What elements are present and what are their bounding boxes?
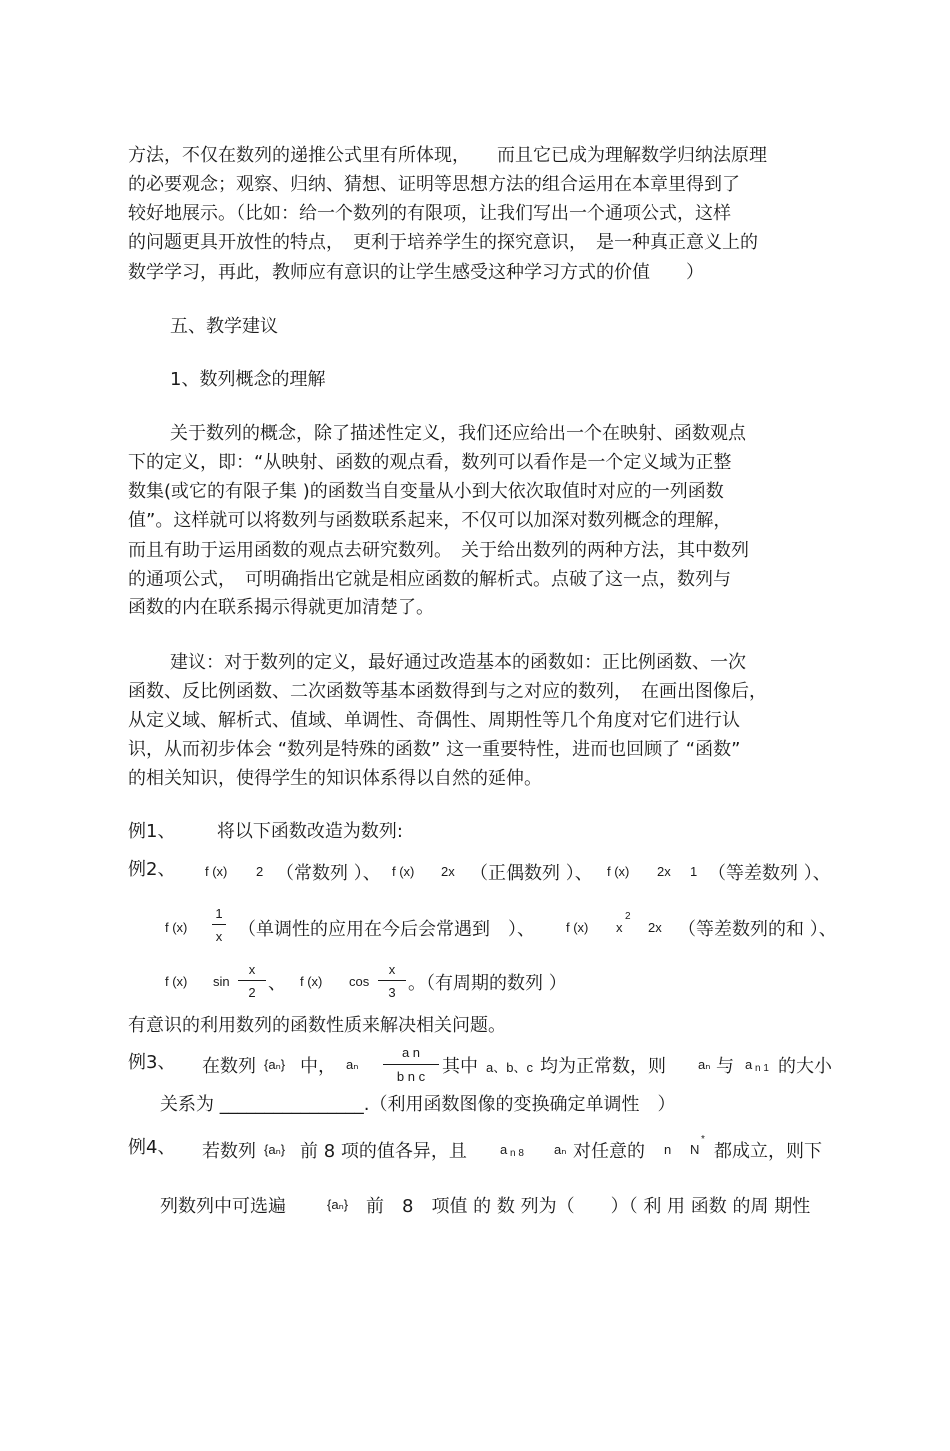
example-label: 例1、 bbox=[128, 821, 176, 842]
cos-function: cos bbox=[349, 974, 370, 989]
annotation: （常数列 ）、 bbox=[276, 863, 381, 884]
expression: 2x bbox=[648, 920, 662, 935]
paragraph-line: 较好地展示。（比如：给一个数列的有限项，让我们写出一个通项公式，这样 bbox=[128, 203, 731, 224]
fraction-denominator: x bbox=[215, 929, 223, 944]
paragraph-line: 方法，不仅在数列的递推公式里有所体现， 而且它已成为理解数学归纳法原理 bbox=[128, 145, 767, 166]
subscript: n 1 bbox=[755, 1063, 769, 1074]
example-text: 关系为 ________________.（利用函数图像的变换确定单调性 ） bbox=[160, 1094, 676, 1115]
paragraph-line: 识，从而初步体会 “数列是特殊的函数” 这一重要特性，进而也回顾了 “函数” bbox=[128, 739, 741, 760]
annotation: （等差数列 ）、 bbox=[708, 863, 831, 884]
annotation: （正偶数列 ）、 bbox=[470, 863, 593, 884]
fraction-bar bbox=[378, 980, 406, 981]
separator: 、 bbox=[268, 973, 286, 994]
function-expression: f (x) bbox=[205, 864, 228, 879]
annotation: （单调性的应用在今后会常遇到 ）、 bbox=[238, 919, 535, 940]
example-text: 前 8 项值 的 数 列为（ ）（ 利 用 函数 的周 期性 bbox=[366, 1196, 811, 1217]
superscript: 2 bbox=[625, 911, 631, 922]
subscript: n 8 bbox=[510, 1148, 524, 1159]
function-expression: f (x) bbox=[607, 864, 630, 879]
expression: 2x bbox=[441, 864, 455, 879]
paragraph-line: 下的定义，即：“从映射、函数的观点看，数列可以看作是一个定义域为正整 bbox=[128, 452, 732, 473]
sequence-set: {aₙ} bbox=[264, 1142, 286, 1157]
paragraph-line: 的相关知识，使得学生的知识体系得以自然的延伸。 bbox=[128, 768, 542, 789]
annotation: （等差数列的和 ）、 bbox=[678, 919, 837, 940]
example-text: 在数列 bbox=[202, 1056, 256, 1077]
paragraph-line: 关于数列的概念，除了描述性定义，我们还应给出一个在映射、函数观点 bbox=[170, 423, 746, 444]
fraction-bar bbox=[238, 980, 266, 981]
section-heading: 五、教学建议 bbox=[170, 316, 278, 337]
fraction-numerator: x bbox=[248, 962, 256, 977]
sequence-term: aₙ bbox=[698, 1057, 711, 1072]
constant: 2 bbox=[256, 864, 264, 879]
sequence-set: {aₙ} bbox=[264, 1057, 286, 1072]
example-text: 若数列 bbox=[202, 1141, 256, 1162]
paragraph-line: 而且有助于运用函数的观点去研究数列。 关于给出数列的两种方法，其中数列 bbox=[128, 540, 749, 561]
example-text: 的大小 bbox=[778, 1056, 832, 1077]
paragraph-line: 函数、反比例函数、二次函数等基本函数得到与之对应的数列， 在画出图像后， bbox=[128, 681, 767, 702]
expression: x bbox=[616, 920, 623, 935]
example-text: 其中 bbox=[442, 1056, 478, 1077]
fraction-bar bbox=[383, 1064, 439, 1065]
fraction-bar bbox=[212, 924, 226, 925]
paragraph-line: 有意识的利用数列的函数性质来解决相关问题。 bbox=[128, 1015, 506, 1036]
fraction-numerator: x bbox=[388, 962, 396, 977]
paragraph-line: 数学学习，再此，教师应有意识的让学生感受这种学习方式的价值 ） bbox=[128, 262, 704, 283]
example-3-label: 例3、 bbox=[128, 1052, 176, 1073]
natural-numbers: N bbox=[690, 1142, 700, 1157]
function-expression: f (x) bbox=[300, 974, 323, 989]
example-text: 中， bbox=[300, 1056, 336, 1077]
function-expression: f (x) bbox=[392, 864, 415, 879]
sequence-set: {aₙ} bbox=[327, 1197, 349, 1212]
example-4-label: 例4、 bbox=[128, 1137, 176, 1158]
example-text: 对任意的 bbox=[573, 1141, 645, 1162]
example-text: 列数列中可选遍 bbox=[160, 1196, 286, 1217]
example-1 bbox=[128, 821, 403, 843]
sequence-term: aₙ bbox=[554, 1142, 567, 1157]
superscript: * bbox=[701, 1134, 705, 1145]
function-expression: f (x) bbox=[566, 920, 589, 935]
example-text: 都成立，则下 bbox=[714, 1141, 822, 1162]
example-text: 均为正常数，则 bbox=[540, 1056, 666, 1077]
paragraph-line: 数集(或它的有限子集 )的函数当自变量从小到大依次取值时对应的一列函数 bbox=[128, 481, 724, 502]
annotation: 。（有周期的数列 ） bbox=[408, 973, 567, 994]
sequence-term: a bbox=[745, 1057, 753, 1072]
paragraph-line: 从定义域、解析式、值域、单调性、奇偶性、周期性等几个角度对它们进行认 bbox=[128, 710, 740, 731]
constants: a、b、c bbox=[486, 1060, 533, 1075]
subheading: 1、数列概念的理解 bbox=[170, 369, 326, 390]
constant: 1 bbox=[690, 864, 698, 879]
paragraph-line: 建议：对于数列的定义，最好通过改造基本的函数如：正比例函数、一次 bbox=[170, 652, 746, 673]
paragraph-line: 的通项公式， 可明确指出它就是相应函数的解析式。点破了这一点，数列与 bbox=[128, 569, 731, 590]
function-expression: f (x) bbox=[165, 974, 188, 989]
fraction-denominator: 3 bbox=[388, 985, 396, 1000]
paragraph-line: 值”。这样就可以将数列与函数联系起来，不仅可以加深对数列概念的理解， bbox=[128, 510, 732, 531]
fraction-numerator: 1 bbox=[215, 906, 223, 921]
sequence-term: a bbox=[500, 1142, 508, 1157]
paragraph-line: 的问题更具开放性的特点， 更利于培养学生的探究意识， 是一种真正意义上的 bbox=[128, 232, 758, 253]
paragraph-line: 的必要观念；观察、归纳、猜想、证明等思想方法的组合运用在本章里得到了 bbox=[128, 174, 740, 195]
fraction-denominator: b n c bbox=[396, 1069, 426, 1084]
sin-function: sin bbox=[213, 974, 230, 989]
variable: n bbox=[664, 1142, 672, 1157]
function-expression: f (x) bbox=[165, 920, 188, 935]
sequence-term: aₙ bbox=[346, 1057, 359, 1072]
example-text: 与 bbox=[716, 1056, 734, 1077]
fraction-numerator: a n bbox=[401, 1045, 421, 1060]
example-text: 将以下函数改造为数列: bbox=[216, 821, 403, 842]
example-2-label: 例2、 bbox=[128, 859, 176, 880]
example-text: 前 8 项的值各异，且 bbox=[300, 1141, 467, 1162]
fraction-denominator: 2 bbox=[248, 985, 256, 1000]
expression: 2x bbox=[657, 864, 671, 879]
paragraph-line: 函数的内在联系揭示得就更加清楚了。 bbox=[128, 597, 434, 618]
